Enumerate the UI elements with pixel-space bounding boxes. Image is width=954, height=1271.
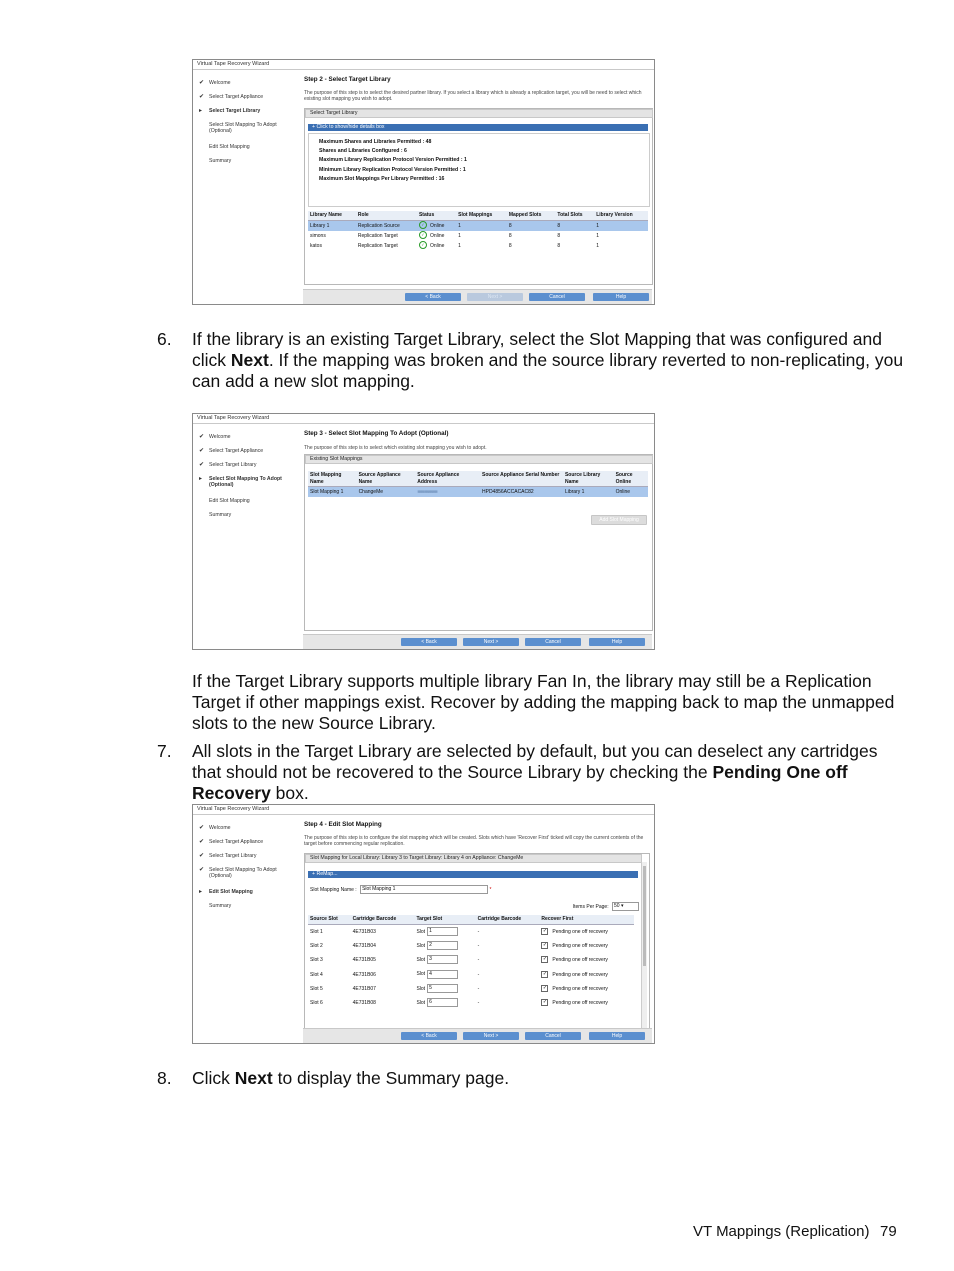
recover-checkbox[interactable]: ✓ bbox=[542, 985, 548, 991]
wizard-main bbox=[303, 70, 652, 304]
step-8-bold: Next bbox=[234, 1068, 273, 1088]
table-cell bbox=[356, 220, 417, 231]
wizard-step-4[interactable]: Select Slot Mapping To Adopt (Optional) bbox=[209, 122, 277, 134]
footer-section: VT Mappings (Replication) bbox=[693, 1223, 870, 1240]
cell-value: 8 bbox=[508, 222, 512, 229]
wizard-step-2[interactable]: Select Target Appliance bbox=[209, 448, 264, 454]
cell-value: katos bbox=[310, 242, 322, 249]
check-icon: ✔ bbox=[199, 94, 205, 100]
column-header[interactable]: Source Appliance Serial Number bbox=[480, 471, 563, 487]
window-title: Virtual Tape Recovery Wizard bbox=[193, 414, 654, 424]
target-cartridge-barcode: - bbox=[477, 942, 480, 949]
table-cell bbox=[456, 241, 507, 251]
help-button[interactable]: Help bbox=[589, 1032, 645, 1040]
column-header[interactable]: Library Name bbox=[308, 211, 356, 220]
cell-value: Online bbox=[429, 222, 445, 229]
table-cell bbox=[507, 231, 556, 241]
slot-prefix: Slot bbox=[416, 999, 426, 1006]
existing-mappings-panel bbox=[304, 454, 653, 631]
table-cell: ■■■.■■.■■.■■ bbox=[415, 487, 480, 498]
step-7-number: 7. bbox=[157, 741, 172, 761]
wizard-step-5[interactable]: Edit Slot Mapping bbox=[209, 144, 250, 150]
table-cell bbox=[456, 220, 507, 231]
column-header[interactable]: Source Appliance Address bbox=[415, 471, 480, 487]
online-status-icon: ✓ bbox=[419, 231, 427, 239]
cell-value: Replication Source bbox=[357, 222, 400, 229]
recover-first-cell bbox=[539, 982, 634, 996]
table-cell bbox=[594, 231, 648, 241]
check-icon: ✔ bbox=[199, 80, 205, 86]
slot-prefix: Slot bbox=[416, 957, 426, 964]
section-label: Select Target Library bbox=[305, 109, 653, 118]
items-per-page-select[interactable] bbox=[612, 902, 639, 911]
slot-prefix: Slot bbox=[416, 942, 426, 949]
cartridge-barcode: 4E731B06 bbox=[352, 971, 376, 978]
cell-value: 8 bbox=[557, 232, 561, 239]
slot-prefix: Slot bbox=[416, 928, 426, 935]
check-icon: ✔ bbox=[199, 434, 205, 440]
details-line: Maximum Shares and Libraries Permitted : 48 bbox=[319, 139, 432, 145]
table-cell: ChangeMe bbox=[357, 487, 416, 498]
mapping-name-label: Slot Mapping Name : bbox=[310, 886, 357, 893]
scrollbar-thumb[interactable] bbox=[643, 866, 646, 966]
table-cell: Library 1 bbox=[563, 487, 614, 498]
scrollbar[interactable] bbox=[641, 862, 647, 1030]
wizard-step-1[interactable]: Welcome bbox=[209, 80, 231, 86]
check-icon: ✔ bbox=[199, 462, 205, 468]
step-8-text-a: Click bbox=[192, 1068, 235, 1088]
step-7-bold: Pending One off Recovery bbox=[192, 762, 848, 803]
target-slot-input[interactable]: 1 bbox=[427, 927, 458, 936]
check-icon: ✔ bbox=[199, 825, 205, 831]
cell-value: 1 bbox=[596, 222, 599, 229]
check-icon: ✔ bbox=[199, 448, 205, 454]
cell-value: Replication Target bbox=[357, 232, 398, 239]
check-icon: ✔ bbox=[199, 839, 205, 845]
window-title: Virtual Tape Recovery Wizard bbox=[193, 805, 654, 815]
step-7-text-b: box. bbox=[270, 783, 309, 803]
step-6-bold: Next bbox=[230, 350, 269, 370]
slot-prefix: Slot bbox=[416, 985, 426, 992]
target-cartridge-barcode: - bbox=[477, 985, 480, 992]
target-cartridge-barcode: - bbox=[477, 1000, 480, 1007]
library-table bbox=[308, 211, 648, 251]
required-mark: * bbox=[489, 886, 492, 893]
online-status-icon: ✓ bbox=[419, 241, 427, 249]
details-line: Minimum Library Replication Protocol Version Permitted : 1 bbox=[319, 166, 466, 173]
table-cell bbox=[356, 231, 417, 241]
wizard-step-3[interactable]: Select Target Library bbox=[209, 462, 257, 468]
next-button[interactable]: Next > bbox=[467, 293, 523, 301]
column-header[interactable]: Library Version bbox=[594, 211, 648, 220]
recover-checkbox[interactable]: ✓ bbox=[542, 999, 548, 1006]
cartridge-barcode: 4E731B04 bbox=[352, 942, 376, 949]
wizard-step-3[interactable]: Select Target Library bbox=[209, 108, 261, 114]
table-cell bbox=[507, 241, 556, 251]
remap-toggle[interactable]: + ReMap... bbox=[308, 871, 638, 878]
column-header[interactable]: Source Appliance Name bbox=[357, 471, 416, 487]
slot-edit-table bbox=[308, 915, 634, 1010]
column-header[interactable]: Source Slot bbox=[308, 915, 351, 924]
details-line: Shares and Libraries Configured : 6 bbox=[319, 148, 407, 155]
recover-checkbox[interactable]: ✓ bbox=[542, 956, 548, 963]
cartridge-barcode: 4E731B07 bbox=[352, 985, 376, 992]
wizard-nav bbox=[193, 815, 297, 1043]
details-box bbox=[308, 133, 650, 207]
wizard-step-6[interactable]: Summary bbox=[209, 512, 232, 518]
wizard-step-5[interactable]: Edit Slot Mapping bbox=[209, 498, 250, 504]
back-button[interactable]: < Back bbox=[401, 638, 457, 646]
check-icon: ✔ bbox=[199, 867, 205, 873]
wizard-step-4[interactable]: Select Slot Mapping To Adopt (Optional) bbox=[209, 476, 282, 488]
screenshot-select-slot-mapping bbox=[192, 413, 655, 650]
items-per-page-value: 50 bbox=[614, 903, 620, 909]
mapping-name-input[interactable]: Slot Mapping 1 bbox=[360, 885, 488, 894]
table-cell bbox=[308, 231, 356, 241]
items-per-page-label: Items Per Page: bbox=[572, 903, 609, 910]
column-header[interactable]: Slot Mappings bbox=[456, 211, 507, 220]
recover-first-cell bbox=[539, 953, 634, 967]
wizard-step-6[interactable]: Summary bbox=[209, 158, 232, 164]
recover-label: Pending one off recovery bbox=[552, 1000, 608, 1007]
table-row bbox=[308, 982, 634, 996]
source-slot: Slot 2 bbox=[310, 942, 323, 949]
step-description: The purpose of this step is to select which existing slot mapping you wish to adopt. bbox=[304, 445, 487, 451]
table-cell bbox=[507, 220, 556, 231]
recover-checkbox[interactable]: ✓ bbox=[542, 942, 548, 949]
wizard-step-3[interactable]: Select Target Library bbox=[209, 853, 257, 859]
edit-mapping-panel bbox=[304, 853, 650, 1033]
column-header[interactable]: Mapped Slots bbox=[507, 211, 556, 220]
recover-first-cell bbox=[539, 924, 634, 939]
column-header[interactable]: Slot Mapping Name bbox=[308, 471, 357, 487]
recover-label: Pending one off recovery bbox=[552, 942, 608, 949]
cell-value: Online bbox=[429, 242, 445, 249]
recover-label: Pending one off recovery bbox=[552, 928, 608, 935]
table-cell bbox=[555, 220, 594, 231]
details-line: Maximum Slot Mappings Per Library Permitted : 16 bbox=[319, 175, 445, 182]
source-slot: Slot 4 bbox=[310, 971, 323, 978]
button-bar bbox=[303, 634, 652, 649]
table-row bbox=[308, 967, 634, 981]
cancel-button[interactable]: Cancel bbox=[525, 1032, 581, 1040]
recover-checkbox[interactable]: ✓ bbox=[542, 927, 548, 934]
fan-in-paragraph: If the Target Library supports multiple library Fan In, the library may still be a Replication Target if other mappings exist. Recover by adding the mapping back to map the unmapped slots to the new Source Library. bbox=[192, 671, 895, 733]
column-header[interactable]: Source Online bbox=[614, 471, 648, 487]
items-per-page bbox=[573, 902, 639, 911]
table-cell bbox=[417, 231, 456, 241]
step-description: The purpose of this step is to select the desired partner library. If you select a library which is already a replication target, you will be need to select which existing slot mapping you wish to adopt. bbox=[304, 90, 642, 102]
recover-first-cell bbox=[539, 939, 634, 953]
wizard-step-2[interactable]: Select Target Appliance bbox=[209, 839, 264, 845]
target-slot-input[interactable]: 5 bbox=[427, 984, 458, 993]
online-status-icon: ✓ bbox=[419, 221, 427, 229]
current-step-icon: ▸ bbox=[199, 889, 203, 895]
table-cell bbox=[308, 220, 356, 231]
recover-label: Pending one off recovery bbox=[552, 971, 608, 978]
table-row bbox=[308, 924, 634, 939]
table-cell bbox=[456, 231, 507, 241]
step-8-text bbox=[192, 1068, 904, 1089]
recover-first-cell bbox=[539, 967, 634, 981]
target-slot-input[interactable]: 4 bbox=[427, 970, 458, 979]
wizard-nav bbox=[193, 70, 297, 304]
back-button[interactable]: < Back bbox=[401, 1032, 457, 1040]
current-step-icon: ▸ bbox=[199, 108, 203, 114]
cell-value: 1 bbox=[458, 242, 461, 249]
table-cell bbox=[594, 241, 648, 251]
section-label: Existing Slot Mappings bbox=[305, 455, 653, 464]
target-slot-input[interactable]: 6 bbox=[427, 998, 458, 1007]
wizard-step-4[interactable]: Select Slot Mapping To Adopt (Optional) bbox=[209, 867, 277, 879]
table-cell bbox=[594, 220, 648, 231]
step-8-number: 8. bbox=[157, 1068, 172, 1088]
table-cell bbox=[417, 220, 456, 231]
cartridge-barcode: 4E731B08 bbox=[352, 1000, 376, 1007]
target-slot-cell bbox=[414, 982, 475, 996]
button-bar bbox=[303, 1028, 652, 1043]
wizard-step-5[interactable]: Edit Slot Mapping bbox=[209, 889, 253, 895]
cell-value: 1 bbox=[458, 222, 461, 229]
table-row bbox=[308, 939, 634, 953]
step-8-text-b: to display the Summary page. bbox=[272, 1068, 510, 1088]
details-line: Maximum Library Replication Protocol Version Permitted : 1 bbox=[319, 157, 467, 164]
column-header[interactable]: Total Slots bbox=[555, 211, 594, 220]
recover-checkbox[interactable]: ✓ bbox=[542, 970, 548, 977]
column-header[interactable]: Role bbox=[356, 211, 417, 220]
back-button[interactable]: < Back bbox=[405, 293, 461, 301]
step-title: Step 4 - Edit Slot Mapping bbox=[304, 821, 382, 828]
target-library-panel bbox=[304, 108, 653, 285]
window-title: Virtual Tape Recovery Wizard bbox=[193, 60, 654, 70]
step-6-text-b: . If the mapping was broken and the source library reverted to non-replicating, you can add a new slot mapping. bbox=[192, 350, 904, 391]
cell-value: Library 1 bbox=[310, 222, 330, 229]
cancel-button[interactable]: Cancel bbox=[529, 293, 585, 301]
table-cell: Online bbox=[614, 487, 648, 498]
wizard-step-1[interactable]: Welcome bbox=[209, 434, 231, 440]
source-slot: Slot 1 bbox=[310, 928, 323, 935]
cell-value: 1 bbox=[458, 232, 461, 239]
target-slot-cell bbox=[414, 939, 475, 953]
target-cartridge-barcode: - bbox=[477, 957, 480, 964]
wizard-step-6[interactable]: Summary bbox=[209, 903, 232, 909]
step-title: Step 2 - Select Target Library bbox=[304, 76, 391, 83]
slot-mapping-table bbox=[308, 471, 648, 497]
page-number: 79 bbox=[880, 1223, 897, 1240]
step-6-number: 6. bbox=[157, 329, 172, 349]
source-slot: Slot 5 bbox=[310, 985, 323, 992]
cell-value: 8 bbox=[508, 232, 512, 239]
recover-first-cell bbox=[539, 996, 634, 1010]
source-slot: Slot 6 bbox=[310, 1000, 323, 1007]
cell-value: 1 bbox=[596, 242, 599, 249]
target-slot-input[interactable]: 3 bbox=[427, 955, 458, 964]
target-slot-input[interactable]: 2 bbox=[427, 941, 458, 950]
column-header[interactable]: Source Library Name bbox=[563, 471, 614, 487]
target-slot-cell bbox=[414, 953, 475, 967]
add-slot-mapping-button[interactable]: Add Slot Mapping bbox=[591, 515, 647, 525]
next-button[interactable]: Next > bbox=[463, 1032, 519, 1040]
table-cell bbox=[555, 241, 594, 251]
source-slot: Slot 3 bbox=[310, 957, 323, 964]
step-description: The purpose of this step is to configure the slot mapping which will be created. Slots which have 'Recover First' ticked will copy the current contents of the target before commencing regular replication. bbox=[304, 835, 644, 847]
table-cell bbox=[555, 231, 594, 241]
cell-value: 1 bbox=[596, 232, 599, 239]
column-header[interactable]: Recover First bbox=[539, 915, 634, 924]
table-row bbox=[308, 953, 634, 967]
mapping-name-row bbox=[310, 885, 491, 894]
step-6-text-a: If the library is an existing Target Library, select the Slot Mapping that was configured and click bbox=[192, 329, 883, 370]
details-toggle[interactable]: + Click to show/hide details box bbox=[308, 124, 648, 131]
table-row[interactable] bbox=[308, 487, 648, 498]
screenshot-edit-slot-mapping bbox=[192, 804, 655, 1044]
table-row[interactable] bbox=[308, 231, 648, 241]
table-cell bbox=[308, 241, 356, 251]
button-bar bbox=[303, 289, 652, 304]
next-button[interactable]: Next > bbox=[463, 638, 519, 646]
target-slot-cell bbox=[414, 967, 475, 981]
column-header[interactable]: Cartridge Barcode bbox=[476, 915, 540, 924]
chevron-down-icon: ▾ bbox=[620, 903, 624, 909]
column-header[interactable]: Cartridge Barcode bbox=[351, 915, 415, 924]
cell-value: 8 bbox=[508, 242, 512, 249]
slot-prefix: Slot bbox=[416, 971, 426, 978]
target-slot-cell bbox=[414, 996, 475, 1010]
cell-value: 8 bbox=[557, 242, 561, 249]
step-6-text bbox=[192, 329, 904, 392]
cell-value: 8 bbox=[557, 222, 561, 229]
cancel-button[interactable]: Cancel bbox=[525, 638, 581, 646]
recover-label: Pending one off recovery bbox=[552, 957, 608, 964]
table-cell bbox=[417, 241, 456, 251]
cartridge-barcode: 4E731B05 bbox=[352, 957, 376, 964]
check-icon: ✔ bbox=[199, 853, 205, 859]
table-row[interactable] bbox=[308, 220, 648, 231]
wizard-main bbox=[303, 815, 652, 1043]
table-cell: HPD4856ACCACAC82 bbox=[480, 487, 563, 498]
target-slot-cell bbox=[414, 924, 475, 939]
screenshot-select-target-library bbox=[192, 59, 655, 305]
cell-value: Online bbox=[429, 232, 445, 239]
step-7-text-a: All slots in the Target Library are selected by default, but you can deselect any cartridges that should not be recovered to the Source Library by checking the bbox=[192, 741, 878, 782]
help-button[interactable]: Help bbox=[593, 293, 649, 301]
step-title: Step 3 - Select Slot Mapping To Adopt (Optional) bbox=[304, 430, 449, 437]
table-cell bbox=[356, 241, 417, 251]
step-7-text bbox=[192, 741, 904, 804]
current-step-icon: ▸ bbox=[199, 476, 203, 482]
wizard-step-2[interactable]: Select Target Appliance bbox=[209, 94, 264, 100]
table-row[interactable] bbox=[308, 241, 648, 251]
section-label: Slot Mapping for Local Library: Library 3 to Target Library: Library 4 on Appliance: ChangeMe bbox=[305, 854, 642, 863]
target-cartridge-barcode: - bbox=[477, 928, 480, 935]
target-cartridge-barcode: - bbox=[477, 971, 480, 978]
wizard-nav bbox=[193, 424, 297, 649]
recover-label: Pending one off recovery bbox=[552, 985, 608, 992]
wizard-main bbox=[303, 424, 652, 649]
cartridge-barcode: 4E731B03 bbox=[352, 928, 376, 935]
table-row bbox=[308, 996, 634, 1010]
column-header[interactable]: Status bbox=[417, 211, 456, 220]
column-header[interactable]: Target Slot bbox=[414, 915, 475, 924]
wizard-step-1[interactable]: Welcome bbox=[209, 825, 231, 831]
help-button[interactable]: Help bbox=[589, 638, 645, 646]
cell-value: simons bbox=[310, 232, 326, 239]
cell-value: Replication Target bbox=[357, 242, 398, 249]
table-cell: Slot Mapping 1 bbox=[308, 487, 357, 498]
